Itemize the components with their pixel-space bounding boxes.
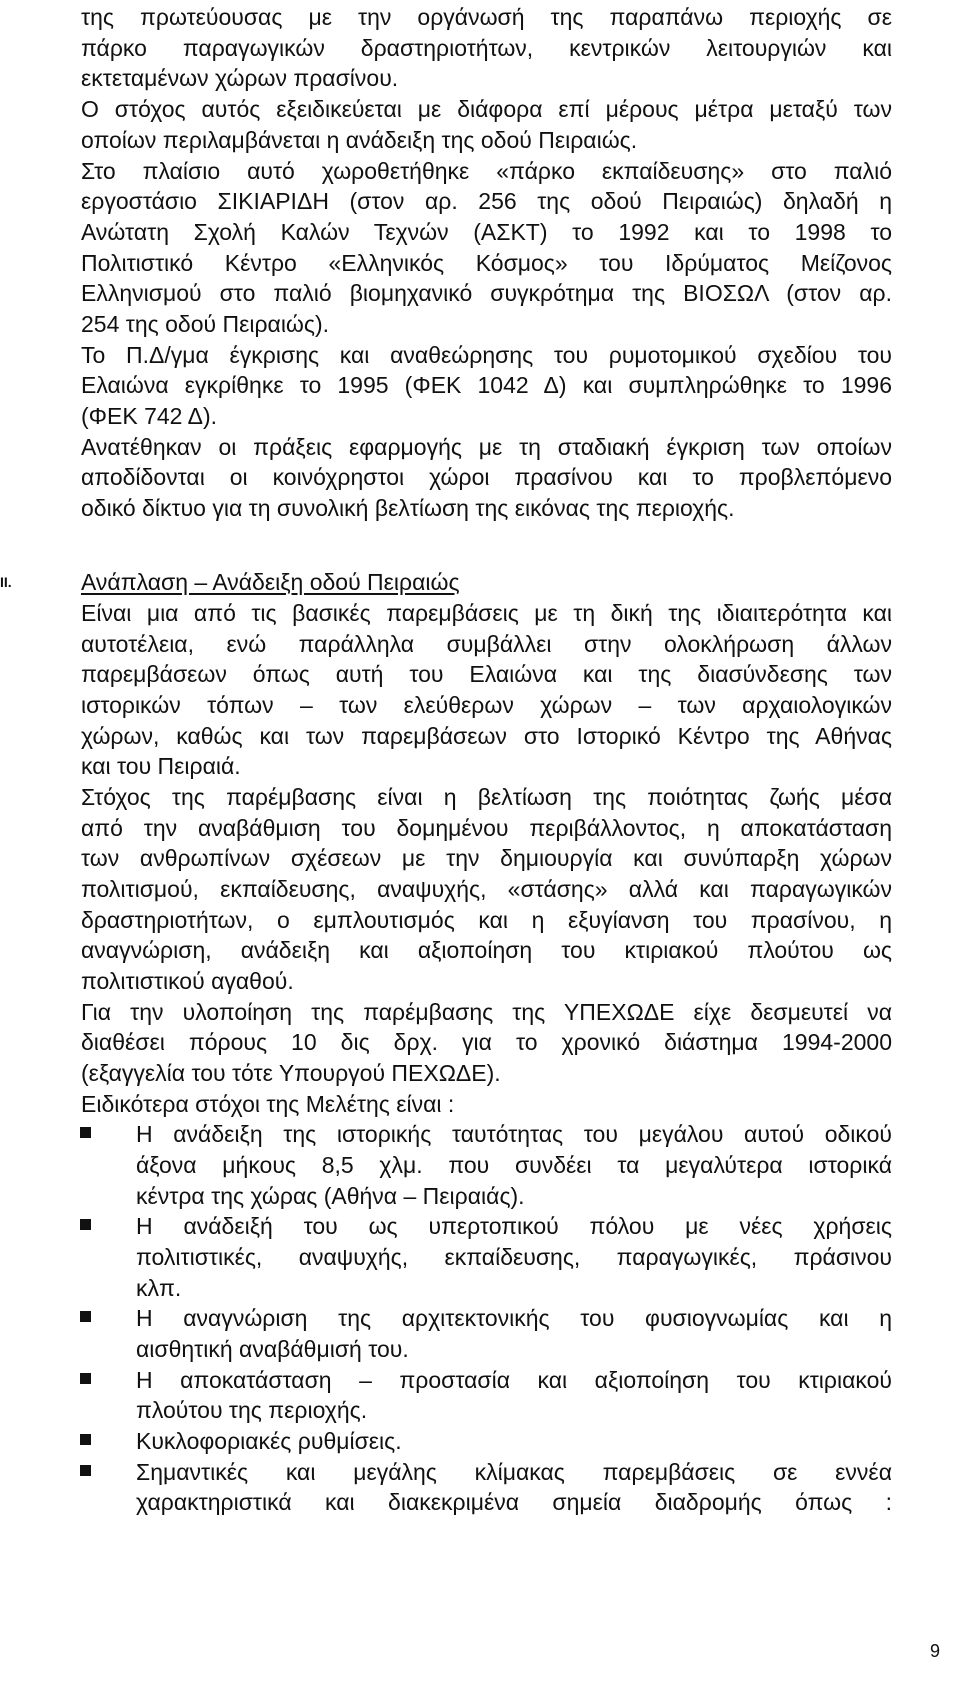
text-line: ιστορικών τόπων – των ελεύθερων χώρων – των αρχαιολογικών (81, 692, 892, 718)
text-line: Στο πλαίσιο αυτό χωροθετήθηκε «πάρκο εκπαίδευσης» στο παλιό (81, 158, 892, 184)
text-line: Για την υλοποίηση της παρέμβασης της ΥΠΕΧΩΔΕ είχε δεσμευτεί να (81, 999, 892, 1025)
section-heading: Ανάπλαση – Ανάδειξη οδού Πειραιώς (81, 569, 460, 595)
text-line: από την αναβάθμιση του δομημένου περιβάλλοντος, η αποκατάσταση (81, 815, 892, 841)
square-bullet-icon (80, 1373, 91, 1384)
square-bullet-icon (80, 1465, 91, 1476)
text-line: των ανθρωπίνων σχέσεων με την δημιουργία και συνύπαρξη χώρων (81, 845, 892, 871)
text-line: οδικό δίκτυο για τη συνολική βελτίωση της εικόνας της περιοχής. (81, 495, 735, 521)
text-line: αναγνώριση, ανάδειξη και αξιοποίηση του κτιριακού πλούτου ως (81, 937, 892, 963)
text-line: οποίων περιλαμβάνεται η ανάδειξη της οδού Πειραιώς. (81, 127, 638, 153)
bullet-line: Κυκλοφοριακές ρυθμίσεις. (136, 1428, 402, 1454)
bullet-line: πλούτου της περιοχής. (136, 1397, 368, 1423)
bullet-line: πολιτιστικές, αναψυχής, εκπαίδευσης, παραγωγικές, πράσινου (136, 1244, 892, 1270)
bullet-line: κέντρα της χώρας (Αθήνα – Πειραιάς). (136, 1183, 525, 1209)
text-line: Το Π.Δ/γμα έγκρισης και αναθεώρησης του ρυμοτομικού σχεδίου του (81, 342, 892, 368)
bullet-line: Η αναγνώριση της αρχιτεκτονικής του φυσιογνωμίας και η (136, 1305, 892, 1331)
text-line: αυτοτέλεια, ενώ παράλληλα συμβάλλει στην ολοκλήρωση άλλων (81, 631, 892, 657)
bullet-line: Σημαντικές και μεγάλης κλίμακας παρεμβάσεις σε εννέα (136, 1459, 892, 1485)
text-line: πολιτισμού, εκπαίδευσης, αναψυχής, «στάσης» αλλά και παραγωγικών (81, 876, 892, 902)
text-line: εκτεταμένων χώρων πρασίνου. (81, 65, 399, 91)
text-line: Ειδικότερα στόχοι της Μελέτης είναι : (81, 1091, 455, 1117)
square-bullet-icon (80, 1311, 91, 1322)
text-line: εργοστάσιο ΣΙΚΙΑΡΙΔΗ (στον αρ. 256 της οδού Πειραιώς) δηλαδή η (81, 188, 892, 214)
text-line: (εξαγγελία του τότε Υπουργού ΠΕΧΩΔΕ). (81, 1060, 501, 1086)
text-line: δραστηριοτήτων, ο εμπλουτισμός και η εξυγίανση του πρασίνου, η (81, 907, 892, 933)
text-line: Ελαιώνα εγκρίθηκε το 1995 (ΦΕΚ 1042 Δ) και συμπληρώθηκε το 1996 (81, 372, 892, 398)
text-line: της πρωτεύουσας με την οργάνωσή της παραπάνω περιοχής σε (81, 4, 892, 30)
bullet-line: χαρακτηριστικά και διακεκριμένα σημεία διαδρομής όπως : (136, 1489, 892, 1515)
section-number: ΙΙ. (0, 574, 12, 590)
bullet-line: Η αποκατάσταση – προστασία και αξιοποίηση του κτιριακού (136, 1367, 892, 1393)
text-line: πολιτιστικού αγαθού. (81, 968, 294, 994)
bullet-line: αισθητική αναβάθμισή του. (136, 1336, 409, 1362)
bullet-line: άξονα μήκους 8,5 χλμ. που συνδέει τα μεγαλύτερα ιστορικά (136, 1152, 892, 1178)
text-line: Ελληνισμού στο παλιό βιομηχανικό συγκρότημα της ΒΙΟΣΩΛ (στον αρ. (81, 280, 892, 306)
square-bullet-icon (80, 1219, 91, 1230)
text-line: αποδίδονται οι κοινόχρηστοι χώροι πρασίνου και το προβλεπόμενο (81, 464, 892, 490)
square-bullet-icon (80, 1127, 91, 1138)
text-line: Ανώτατη Σχολή Καλών Τεχνών (ΑΣΚΤ) το 1992 και το 1998 το (81, 219, 892, 245)
bullet-line: Η ανάδειξη της ιστορικής ταυτότητας του μεγάλου αυτού οδικού (136, 1121, 892, 1147)
page-number: 9 (930, 1641, 941, 1661)
text-line: Είναι μια από τις βασικές παρεμβάσεις με τη δική της ιδιαιτερότητα και (81, 600, 892, 626)
text-line: Πολιτιστικό Κέντρο «Ελληνικός Κόσμος» του Ιδρύματος Μείζονος (81, 250, 892, 276)
text-line: Στόχος της παρέμβασης είναι η βελτίωση της ποιότητας ζωής μέσα (81, 784, 892, 810)
text-line: Ο στόχος αυτός εξειδικεύεται με διάφορα επί μέρους μέτρα μεταξύ των (81, 96, 892, 122)
bullet-line: κλπ. (136, 1275, 182, 1301)
text-line: και του Πειραιά. (81, 753, 241, 779)
text-line: 254 της οδού Πειραιώς). (81, 311, 330, 337)
text-line: χώρων, καθώς και των παρεμβάσεων στο Ιστορικό Κέντρο της Αθήνας (81, 723, 892, 749)
text-line: πάρκο παραγωγικών δραστηριοτήτων, κεντρικών λειτουργιών και (81, 35, 892, 61)
bullet-line: Η ανάδειξή του ως υπερτοπικού πόλου με νέες χρήσεις (136, 1213, 892, 1239)
text-line: (ΦΕΚ 742 Δ). (81, 403, 217, 429)
square-bullet-icon (80, 1434, 91, 1445)
text-line: διαθέσει πόρους 10 δις δρχ. για το χρονικό διάστημα 1994-2000 (81, 1029, 892, 1055)
text-line: Ανατέθηκαν οι πράξεις εφαρμογής με τη σταδιακή έγκριση των οποίων (81, 434, 892, 460)
text-line: παρεμβάσεων όπως αυτή του Ελαιώνα και της διασύνδεσης των (81, 661, 892, 687)
